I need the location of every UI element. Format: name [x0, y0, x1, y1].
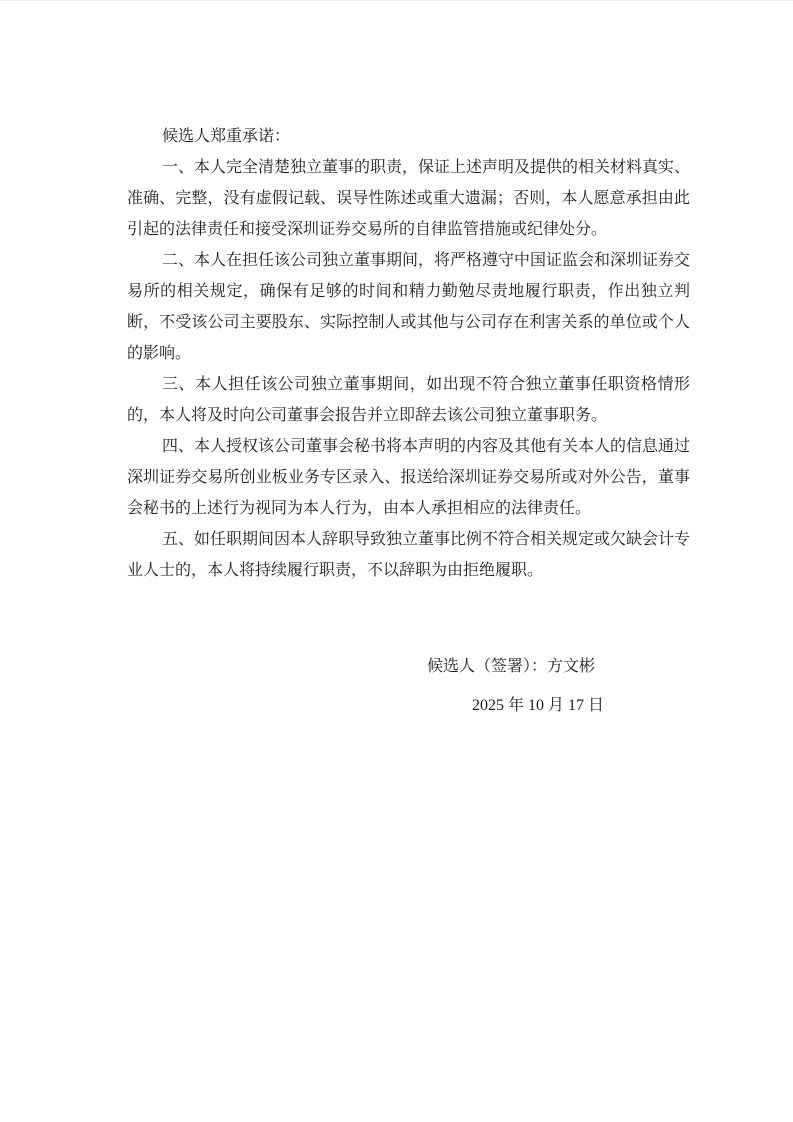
paragraph-1: 一、本人完全清楚独立董事的职责，保证上述声明及提供的相关材料真实、准确、完整，没有虚假记载、误导性陈述或重大遗漏；否则，本人愿意承担由此引起的法律责任和接受深圳证券交易所的自律监管措施或纪律处分。	[127, 159, 691, 238]
paragraph-2: 二、本人在担任该公司独立董事期间，将严格遵守中国证监会和深圳证券交易所的相关规定，确保有足够的时间和精力勤勉尽责地履行职责，作出独立判断，不受该公司主要股东、实际控制人或其他与公司存在利害关系的单位或个人的影响。	[127, 252, 691, 362]
paragraph-5: 五、如任职期间因本人辞职导致独立董事比例不符合相关规定或欠缺会计专业人士的，本人将持续履行职责，不以辞职为由拒绝履职。	[127, 531, 691, 579]
candidate-signature-line: 候选人（签署）：方文彬	[427, 658, 596, 675]
paragraph-3: 三、本人担任该公司独立董事期间，如出现不符合独立董事任职资格情形的，本人将及时向公司董事会报告并立即辞去该公司独立董事职务。	[127, 376, 690, 424]
opening-line: 候选人郑重承诺：	[162, 128, 291, 145]
document-body	[127, 121, 690, 586]
signature-date-line: 2025 年 10 月 17 日	[472, 697, 605, 714]
paragraph-4: 四、本人授权该公司董事会秘书将本声明的内容及其他有关本人的信息通过深圳证券交易所创业板业务专区录入、报送给深圳证券交易所或对外公告，董事会秘书的上述行为视同为本人行为，由本人承担相应的法律责任。	[127, 438, 691, 517]
